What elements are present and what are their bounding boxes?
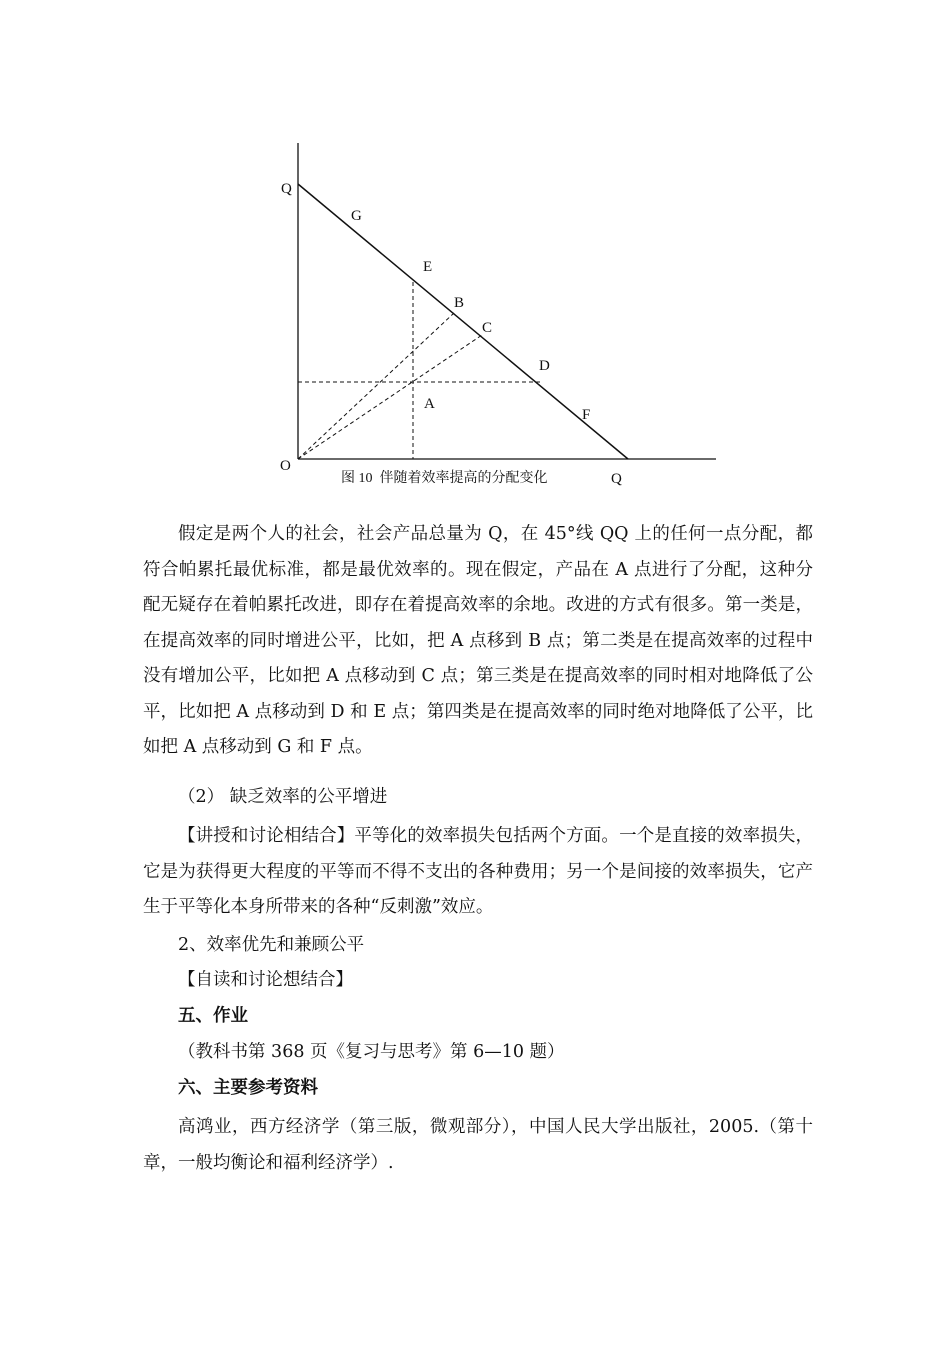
- reference-block: [143, 1110, 813, 1181]
- label-b: B: [454, 295, 465, 311]
- efficiency-loss-block: [143, 819, 813, 926]
- label-c: C: [482, 320, 493, 336]
- label-q-bottom: Q: [611, 471, 622, 487]
- section-references-title: 六、主要参考资料: [178, 1078, 318, 1098]
- self-read-note: 【自读和讨论想结合】: [178, 970, 353, 990]
- label-f: F: [582, 407, 591, 423]
- label-d: D: [539, 358, 550, 374]
- heading-efficiency-priority: 2、效率优先和兼顾公平: [178, 935, 365, 955]
- figure-caption: 图 10 伴随着效率提高的分配变化: [341, 471, 548, 486]
- label-origin: O: [280, 458, 291, 474]
- homework-text: （教科书第 368 页《复习与思考》第 6—10 题）: [178, 1042, 565, 1062]
- label-g: G: [351, 208, 362, 224]
- ray-to-c: [298, 335, 482, 459]
- distribution-figure: [0, 0, 952, 500]
- reference-text: 高鸿业，西方经济学（第三版，微观部分），中国人民大学出版社，2005.（第十章，一般均衡论和福利经济学）.: [143, 1117, 813, 1173]
- qq-line: [298, 184, 628, 459]
- main-paragraph: [143, 517, 813, 766]
- label-a: A: [424, 396, 435, 412]
- label-q-top: Q: [281, 181, 292, 197]
- paragraph-pareto: 假定是两个人的社会，社会产品总量为 Q，在 45°线 QQ 上的任何一点分配，都符合帕累托最优标准，都是最优效率的。现在假定，产品在 A 点进行了分配，这种分配无疑存在着帕累托改进，即存在着提高效率的余地。改进的方式有很多。第一类是，在提高效率的同时增进公平，比如，把 A 点移到 B 点；第二类是在提高效率的过程中没有增加公平，比如把 A 点移动到 C 点；第三类是在提高效率的同时相对地降低了公平，比如把 A 点移动到 D 和 E 点；第四类是在提高效率的同时绝对地降低了公平，比如把 A 点移动到 G 和 F 点。: [143, 524, 813, 757]
- ray-to-b: [298, 313, 454, 459]
- subheading-fairness: （2） 缺乏效率的公平增进: [178, 787, 388, 807]
- section-homework-title: 五、作业: [178, 1006, 248, 1026]
- label-e: E: [423, 259, 433, 275]
- paragraph-efficiency-loss: 【讲授和讨论相结合】平等化的效率损失包括两个方面。一个是直接的效率损失，它是为获得更大程度的平等而不得不支出的各种费用；另一个是间接的效率损失，它产生于平等化本身所带来的各种“反刺激”效应。: [143, 826, 813, 917]
